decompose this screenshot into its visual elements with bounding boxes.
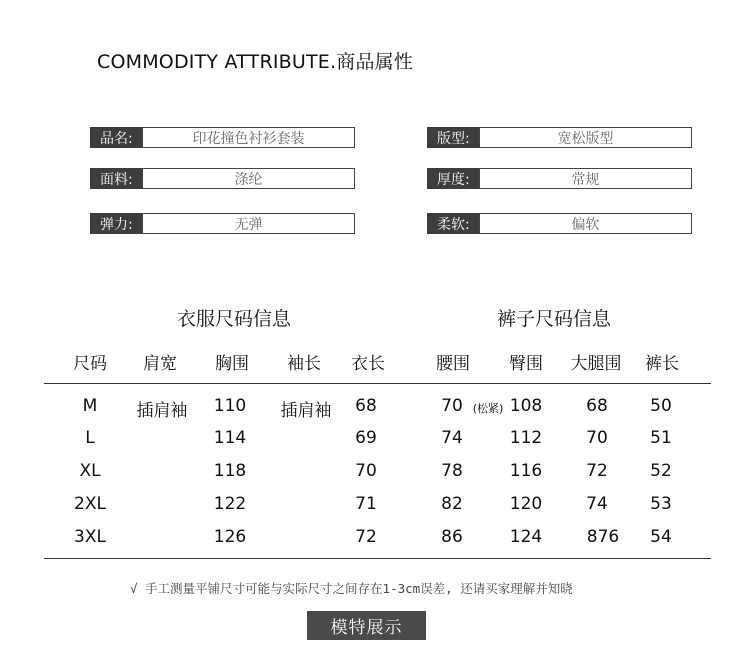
page-title: COMMODITY ATTRIBUTE.商品属性 [97,51,414,73]
cell-thigh: 70 [586,428,608,448]
cell-pants-length: 51 [650,428,672,448]
cell-pants-length: 54 [650,527,672,547]
cell-thigh: 72 [586,461,608,481]
attribute-fit [427,127,692,148]
cell-size: M [82,396,98,416]
attribute-value: 涤纶 [143,168,355,189]
cell-length: 72 [355,527,377,547]
cell-size: 2XL [74,494,106,514]
attribute-label: 版型: [427,127,479,148]
cell-length: 71 [355,494,377,514]
cell-sleeve: 插肩袖 [280,401,332,421]
table-bottom-rule [44,558,711,559]
header-length: 衣长 [351,354,385,374]
cell-hip: 124 [509,527,543,547]
attribute-value: 无弹 [143,213,355,234]
cell-length: 69 [355,428,377,448]
attribute-value: 印花撞色衬衫套装 [143,127,355,148]
cell-shoulder: 插肩袖 [136,401,188,421]
clothes-size-title: 衣服尺码信息 [177,308,292,330]
pants-size-title: 裤子尺码信息 [497,308,612,330]
cell-waist: 74 [441,428,463,448]
cell-chest: 114 [213,428,247,448]
measurement-note: √ 手工测量平铺尺寸可能与实际尺寸之间存在1-3cm误差, 还请买家理解并知晓 [130,581,573,596]
cell-waist: 82 [441,494,463,514]
attribute-label: 弹力: [90,213,142,234]
attribute-value: 常规 [480,168,692,189]
header-hip: 臀围 [509,354,543,374]
header-shoulder: 肩宽 [143,354,177,374]
cell-thigh: 876 [586,527,620,547]
header-waist: 腰围 [436,354,470,374]
table-top-rule [44,383,711,384]
attribute-label: 品名: [90,127,142,148]
cell-pants-length: 52 [650,461,672,481]
cell-thigh: 68 [586,396,608,416]
cell-length: 68 [355,396,377,416]
header-thigh: 大腿围 [570,354,622,374]
attribute-label: 柔软: [427,213,479,234]
header-size: 尺码 [73,354,107,374]
cell-waist: 70 [441,396,463,416]
cell-hip: 116 [509,461,543,481]
cell-waist: 78 [441,461,463,481]
header-sleeve: 袖长 [287,354,321,374]
cell-chest: 118 [213,461,247,481]
attribute-label: 厚度: [427,168,479,189]
attribute-fabric [90,168,355,189]
attribute-softness [427,213,692,234]
model-display-button[interactable]: 模特展示 [307,611,426,640]
attribute-product-name [90,127,355,148]
cell-length: 70 [355,461,377,481]
cell-waist: 86 [441,527,463,547]
cell-chest: 122 [213,494,247,514]
cell-chest: 110 [213,396,247,416]
cell-pants-length: 50 [650,396,672,416]
attribute-value: 宽松版型 [480,127,692,148]
cell-size: 3XL [74,527,106,547]
cell-thigh: 74 [586,494,608,514]
cell-size: L [85,428,95,448]
waist-elastic-note: (松紧) [472,402,504,415]
header-chest: 胸围 [215,354,249,374]
cell-hip: 120 [509,494,543,514]
cell-pants-length: 53 [650,494,672,514]
attribute-elasticity [90,213,355,234]
attribute-label: 面料: [90,168,142,189]
attribute-thickness [427,168,692,189]
cell-chest: 126 [213,527,247,547]
cell-hip: 112 [509,428,543,448]
header-pants-length: 裤长 [645,354,679,374]
cell-size: XL [79,461,101,481]
cell-hip: 108 [509,396,543,416]
attribute-value: 偏软 [480,213,692,234]
